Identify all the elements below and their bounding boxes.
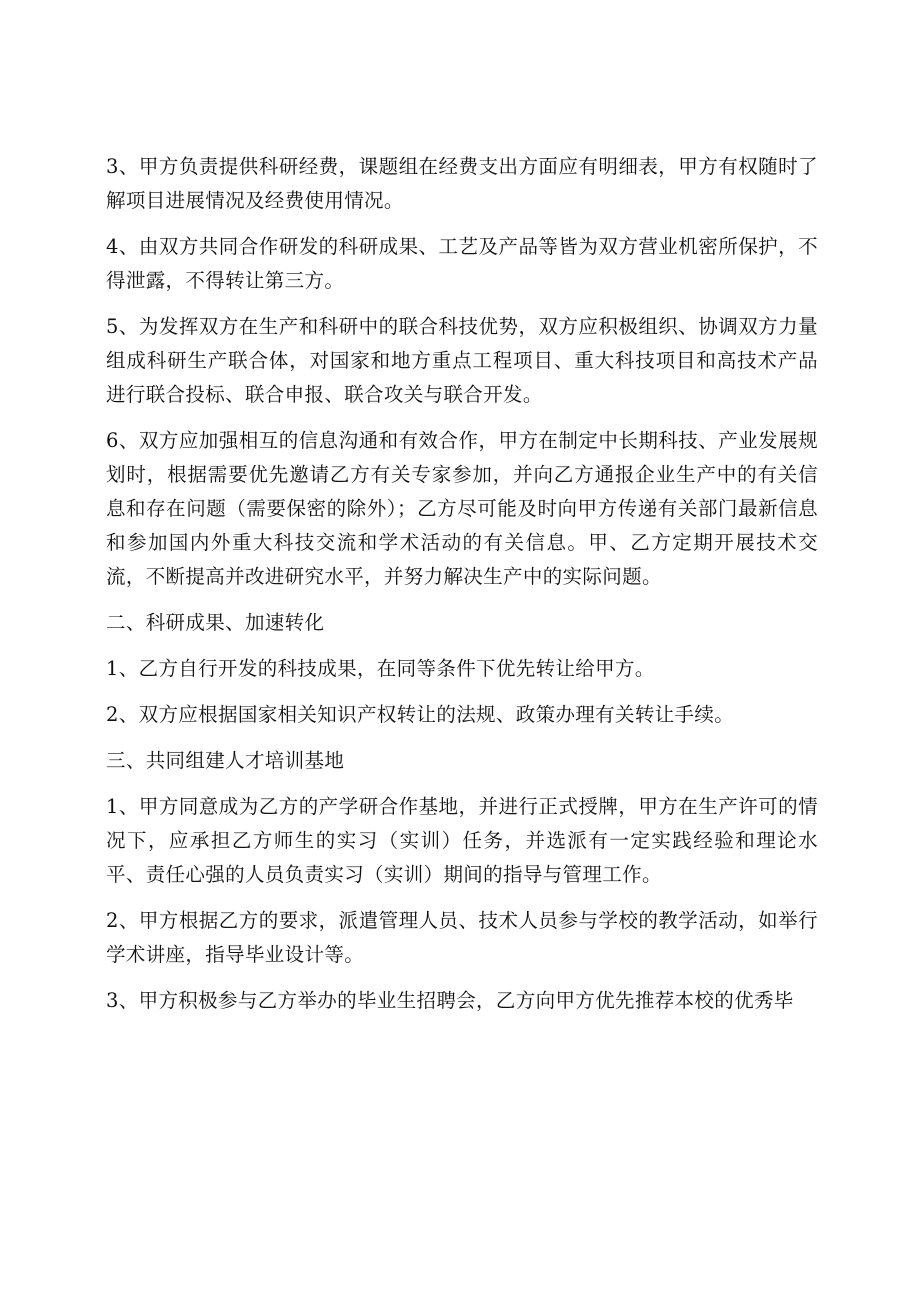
paragraph-item-6-communication: 6、双方应加强相互的信息沟通和有效合作，甲方在制定中长期科技、产业发展规划时，根据需要优先邀请乙方有关专家参加，并向乙方通报企业生产中的有关信息和存在问题（需要保密的除外）；乙方尽可能及时向甲方传递有关部门最新信息和参加国内外重大科技交流和学术活动的有关信息。甲、乙方定期开展技术交流，不断提高并改进研究水平，并努力解决生产中的实际问题。 [106,429,818,588]
paragraph-item-2-ip-procedures: 2、双方应根据国家相关知识产权转让的法规、政策办理有关转让手续。 [106,703,735,726]
section-heading-2: 二、科研成果、加速转化 [106,611,325,634]
section-heading-3: 三、共同组建人才培训基地 [106,749,345,772]
paragraph-item-4-confidentiality: 4、由双方共同合作研发的科研成果、工艺及产品等皆为双方营业机密所保护，不得泄露，不得转让第三方。 [106,235,818,292]
paragraph-item-3-research-funding: 3、甲方负责提供科研经费，课题组在经费支出方面应有明细表，甲方有权随时了解项目进展情况及经费使用情况。 [106,155,818,212]
paragraph-item-1-tech-transfer: 1、乙方自行开发的科技成果，在同等条件下优先转让给甲方。 [106,657,655,680]
paragraph-item-5-joint-consortium: 5、为发挥双方在生产和科研中的联合科技优势，双方应积极组织、协调双方力量组成科研生产联合体，对国家和地方重点工程项目、重大科技项目和高技术产品进行联合投标、联合申报、联合攻关与联合开发。 [106,315,818,406]
paragraph-item-1-training-base: 1、甲方同意成为乙方的产学研合作基地，并进行正式授牌，甲方在生产许可的情况下，应承担乙方师生的实习（实训）任务，并选派有一定实践经验和理论水平、责任心强的人员负责实习（实训）期间的指导与管理工作。 [106,795,818,886]
paragraph-item-3-job-fair: 3、甲方积极参与乙方举办的毕业生招聘会，乙方向甲方优先推荐本校的优秀毕 [106,989,794,1012]
document-body [106,150,818,1018]
paragraph-item-2-teaching-activities: 2、甲方根据乙方的要求，派遣管理人员、技术人员参与学校的教学活动，如举行学术讲座，指导毕业设计等。 [106,909,818,966]
